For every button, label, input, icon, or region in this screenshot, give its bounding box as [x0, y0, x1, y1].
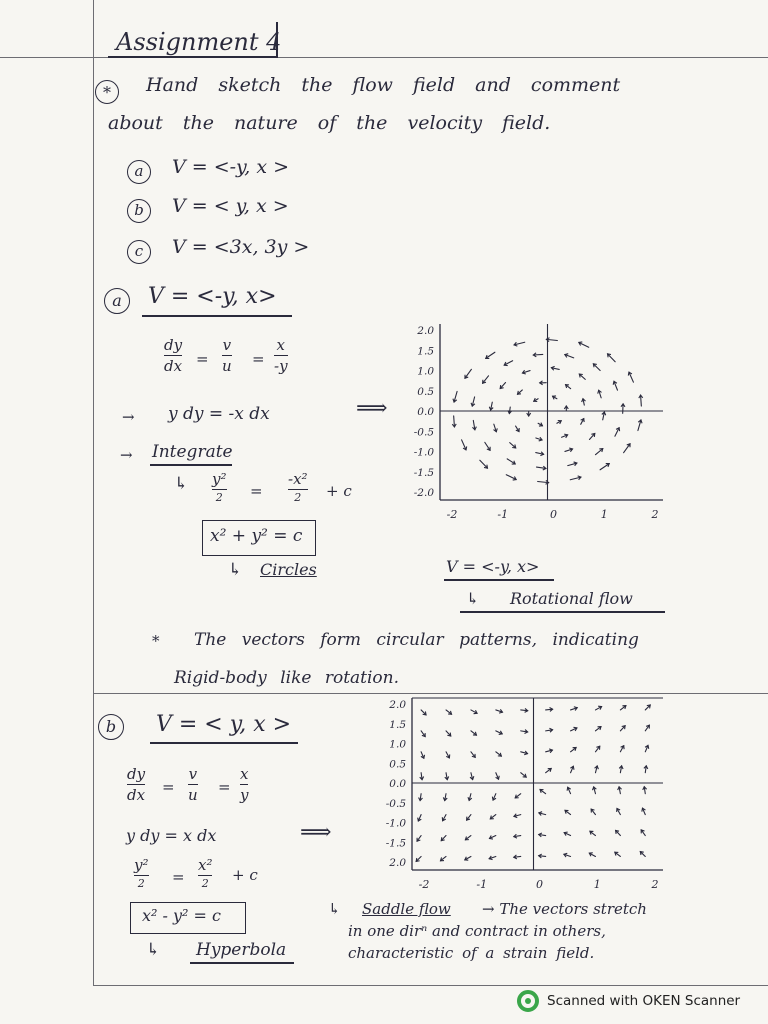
saddle-arrow — [521, 751, 528, 755]
a-comment-line-2: Rigid-body like rotation. — [174, 668, 400, 688]
rotational-arrow — [593, 364, 600, 371]
a-plot-note-arrow: ↳ — [466, 589, 480, 608]
a-eq-sign-2: = — [252, 350, 265, 368]
plot-b — [360, 692, 680, 894]
saddle-arrow — [616, 830, 621, 835]
a-comment-line-1: The vectors form circular patterns, indicating — [194, 630, 639, 650]
rotational-arrow — [621, 404, 625, 413]
section-b-marker: b — [98, 714, 124, 740]
saddle-arrow — [419, 794, 423, 801]
saddle-arrow — [443, 794, 447, 801]
saddle-arrow — [521, 730, 528, 734]
rotational-arrow — [534, 398, 538, 401]
page-bottom-rule — [93, 985, 768, 986]
b-note-arrow: ↳ — [328, 900, 341, 918]
rotational-arrow — [486, 352, 495, 358]
a-result-arrow: ↳ — [228, 560, 243, 580]
oken-scanner-logo-icon — [517, 990, 539, 1012]
rotational-arrow — [506, 475, 516, 480]
page-margin-line — [93, 0, 94, 985]
rotational-arrow — [522, 370, 530, 374]
saddle-arrow — [644, 766, 648, 773]
rotational-arrow — [540, 381, 546, 385]
saddle-arrow — [471, 752, 475, 758]
saddle-arrow — [521, 708, 528, 712]
arrow-shaft — [608, 354, 616, 362]
a-frac-x-neg-y: x -y — [274, 336, 288, 376]
b-note-line-2: in one dirⁿ and contract in others, — [348, 922, 606, 940]
rotational-arrow — [579, 374, 585, 379]
rotational-arrow — [615, 428, 620, 437]
saddle-arrow — [421, 710, 426, 715]
y-tick-label: 0.5 — [389, 758, 406, 771]
saddle-arrow — [641, 830, 645, 836]
a-result-note: Circles — [260, 560, 317, 579]
saddle-arrow — [590, 831, 596, 835]
saddle-arrow — [465, 856, 471, 860]
rotational-arrow — [600, 464, 609, 470]
a-eq-sign-1: = — [196, 350, 209, 368]
y-tick-label: -1.5 — [413, 466, 434, 479]
question-marker: * — [95, 80, 119, 104]
saddle-arrow — [420, 773, 424, 780]
rotational-arrow — [565, 448, 573, 452]
rotational-arrow — [568, 462, 577, 466]
saddle-arrow — [446, 752, 450, 758]
a-frac-dy-dx: dy dx — [164, 336, 183, 376]
saddle-arrow — [490, 815, 496, 819]
a-frac-neg-x2-2: -x² 2 — [288, 470, 308, 505]
b-frac-v-u: v u — [188, 765, 198, 805]
saddle-arrow — [642, 808, 646, 814]
saddle-arrow — [467, 815, 471, 821]
b-eq-sign-3: = — [172, 868, 185, 886]
rotational-arrow — [546, 338, 557, 342]
saddle-arrow — [417, 836, 421, 842]
a-eq-sign-3: = — [250, 482, 263, 500]
saddle-arrow — [640, 852, 645, 857]
saddle-arrow — [645, 705, 650, 710]
saddle-arrow — [445, 773, 449, 780]
saddle-arrow — [471, 710, 477, 714]
saddle-arrow — [442, 815, 446, 821]
b-eq-sign-2: = — [218, 778, 231, 796]
rotational-arrow — [628, 372, 633, 382]
rotational-arrow — [494, 424, 498, 432]
saddle-arrow — [595, 706, 601, 710]
b-result-arrow: ↳ — [146, 940, 161, 960]
x-tick-label: 1 — [593, 878, 601, 891]
a-step-arrow-2: → — [120, 446, 133, 464]
section-b-heading-underline — [150, 742, 298, 744]
rotational-arrow — [527, 411, 531, 416]
arrow-shaft — [480, 460, 488, 468]
rotational-arrow — [557, 421, 561, 424]
saddle-arrow — [546, 728, 553, 732]
b-implies-arrow: ⟹ — [300, 820, 332, 845]
saddle-arrow — [565, 810, 571, 814]
saddle-arrow — [515, 794, 521, 798]
rotational-arrow — [507, 459, 515, 464]
rotational-arrow — [537, 466, 546, 470]
saddle-arrow — [489, 856, 496, 860]
y-tick-label: 0.5 — [417, 385, 434, 398]
rotational-arrow — [538, 480, 549, 484]
rotational-arrow — [602, 412, 606, 420]
saddle-arrow — [589, 853, 595, 857]
y-tick-label: 1.5 — [389, 718, 406, 731]
x-tick-label: -1 — [497, 508, 509, 521]
rotational-arrow — [613, 381, 617, 390]
saddle-arrow — [595, 746, 599, 752]
saddle-arrow — [496, 709, 503, 713]
rotational-arrow — [564, 406, 568, 411]
saddle-arrow — [465, 836, 471, 840]
saddle-arrow — [440, 856, 446, 860]
saddle-arrow — [619, 766, 623, 773]
a-plot-caption-underline — [444, 579, 554, 581]
saddle-arrow — [546, 708, 553, 712]
saddle-arrow — [416, 856, 421, 861]
saddle-arrow — [468, 794, 472, 801]
x-tick-label: 1 — [600, 508, 608, 521]
rotational-arrow — [562, 434, 568, 438]
rotational-arrow — [508, 407, 512, 413]
saddle-arrow — [615, 852, 621, 856]
y-tick-label: 0.0 — [389, 778, 406, 790]
saddle-arrow — [643, 787, 647, 794]
part-a-equation: V = <-y, x > — [172, 156, 290, 178]
rotational-arrow — [462, 440, 467, 450]
x-tick-label: -2 — [446, 508, 458, 521]
rotational-arrow — [538, 423, 542, 426]
b-result: x² - y² = c — [142, 906, 222, 925]
saddle-arrow — [540, 789, 546, 793]
saddle-arrow — [446, 710, 452, 714]
part-b-equation: V = < y, x > — [172, 195, 289, 217]
rotational-arrow — [581, 419, 584, 425]
b-constant: + c — [232, 866, 258, 884]
scanner-watermark — [517, 990, 740, 1012]
saddle-arrow — [564, 832, 570, 836]
saddle-arrow — [570, 766, 574, 772]
rotational-arrow — [465, 369, 471, 378]
saddle-arrow — [514, 834, 521, 838]
saddle-arrow — [591, 809, 595, 815]
saddle-arrow — [571, 748, 577, 752]
a-implies-arrow: ⟹ — [356, 396, 388, 421]
rotational-arrow — [553, 396, 557, 399]
a-step-2-underline — [150, 464, 232, 466]
rotational-arrow — [452, 416, 456, 427]
section-b-heading: V = < y, x > — [156, 712, 292, 737]
saddle-arrow — [521, 773, 526, 777]
section-a-heading: V = <-y, x> — [148, 284, 277, 309]
b-note-title: Saddle flow — [362, 900, 451, 918]
rotational-arrow — [504, 361, 512, 366]
a-step-arrow-1: → — [122, 408, 135, 426]
saddle-arrow — [539, 812, 546, 816]
part-b-marker: b — [127, 199, 151, 223]
x-tick-label: -1 — [476, 878, 488, 891]
saddle-arrow — [593, 787, 597, 794]
y-tick-label: -2.0 — [413, 487, 434, 499]
rotational-arrow — [565, 354, 574, 358]
saddle-arrow — [489, 835, 495, 839]
a-plot-note: Rotational flow — [510, 589, 633, 608]
saddle-arrow — [620, 706, 626, 710]
a-result: x² + y² = c — [210, 526, 303, 546]
saddle-arrow — [645, 725, 649, 731]
saddle-arrow — [496, 752, 502, 756]
x-tick-label: 2 — [651, 508, 659, 521]
rotational-arrow — [608, 354, 616, 362]
saddle-arrow — [496, 731, 502, 735]
y-tick-label: 1.0 — [417, 365, 434, 378]
rotational-arrow — [536, 437, 542, 441]
section-a-marker: a — [104, 288, 130, 314]
saddle-arrow — [492, 794, 496, 800]
rotational-arrow — [595, 449, 602, 455]
part-c-equation: V = <3x, 3y > — [172, 236, 310, 258]
part-c-marker: c — [127, 240, 151, 264]
y-tick-label: 2.0 — [417, 325, 434, 337]
y-tick-label: 2.0 — [389, 699, 406, 711]
y-tick-label: 1.0 — [389, 738, 406, 751]
saddle-arrow — [421, 731, 425, 737]
b-note-line-1: → The vectors stretch — [482, 900, 647, 918]
saddle-arrow — [571, 727, 577, 731]
rotational-arrow — [639, 395, 643, 406]
saddle-arrow — [496, 773, 500, 779]
saddle-arrow — [514, 855, 521, 859]
rotational-arrow — [551, 366, 559, 370]
scanner-watermark-text: Scanned with OKEN Scanner — [547, 993, 741, 1009]
rotational-arrow — [510, 443, 516, 448]
rotational-arrow — [517, 390, 522, 394]
b-step-1: y dy = x dx — [126, 826, 217, 845]
saddle-arrow — [539, 854, 546, 858]
rotational-arrow — [582, 399, 586, 405]
saddle-arrow — [571, 707, 578, 711]
a-step3-arrow: ↳ — [174, 474, 189, 494]
a-frac-v-u: v u — [222, 336, 232, 376]
x-tick-label: -2 — [418, 878, 430, 891]
rotational-arrow — [638, 420, 642, 431]
saddle-arrow — [620, 746, 624, 752]
rotational-arrow — [598, 390, 602, 398]
b-frac-x2-2: x² 2 — [198, 856, 213, 891]
rotational-arrow — [500, 383, 505, 389]
y-tick-label: -0.5 — [413, 426, 434, 439]
y-tick-label: 2.0 — [389, 857, 406, 869]
question-line-2: about the nature of the velocity field. — [108, 112, 551, 134]
rotational-arrow — [533, 353, 542, 357]
a-step-1: y dy = -x dx — [168, 404, 270, 424]
saddle-arrow — [418, 815, 422, 821]
saddle-arrow — [421, 752, 425, 758]
saddle-arrow — [617, 808, 621, 814]
saddle-arrow — [441, 836, 446, 841]
x-tick-label: 0 — [536, 878, 543, 891]
rotational-arrow — [536, 452, 544, 456]
rotational-arrow — [566, 385, 571, 389]
rotational-arrow — [480, 460, 488, 468]
y-tick-label: -1.0 — [385, 817, 406, 830]
rotational-arrow — [570, 476, 581, 480]
rotational-arrow — [516, 426, 520, 432]
saddle-arrow — [471, 731, 477, 735]
x-tick-label: 0 — [550, 508, 557, 521]
saddle-arrow — [546, 768, 552, 772]
a-step-2: Integrate — [152, 442, 233, 462]
saddle-arrow — [564, 853, 571, 857]
section-a-heading-underline — [142, 315, 292, 317]
page-title: Assignment 4 — [116, 28, 282, 56]
b-result-note: Hyperbola — [196, 940, 287, 960]
rotational-arrow — [453, 391, 457, 402]
y-tick-label: -0.5 — [385, 797, 406, 810]
a-frac-y2-2: y² 2 — [212, 470, 227, 505]
saddle-arrow — [618, 787, 622, 794]
saddle-arrow — [514, 814, 521, 818]
x-tick-label: 2 — [651, 878, 659, 891]
a-constant: + c — [326, 482, 352, 500]
saddle-arrow — [567, 787, 571, 793]
rotational-arrow — [579, 342, 589, 347]
a-comment-marker: * — [152, 632, 160, 650]
question-line-1: Hand sketch the flow field and comment — [146, 74, 621, 96]
saddle-arrow — [645, 745, 649, 751]
rotational-arrow — [489, 402, 493, 410]
saddle-arrow — [546, 749, 553, 753]
saddle-arrow — [595, 766, 599, 773]
y-tick-label: -1.0 — [413, 446, 434, 459]
rotational-arrow — [514, 342, 525, 346]
rotational-arrow — [485, 442, 490, 450]
rotational-arrow — [483, 376, 489, 383]
b-eq-sign-1: = — [162, 778, 175, 796]
saddle-arrow — [620, 726, 625, 731]
b-frac-y2-2: y² 2 — [134, 856, 149, 891]
rotational-arrow — [472, 420, 476, 429]
plot-a — [400, 320, 670, 530]
b-frac-dy-dx: dy dx — [127, 765, 146, 805]
b-frac-x-y: x y — [240, 765, 249, 805]
saddle-arrow — [446, 731, 451, 736]
rotational-arrow — [589, 434, 594, 440]
y-tick-label: -1.5 — [385, 837, 406, 850]
a-plot-note-underline — [460, 611, 665, 613]
saddle-arrow — [470, 773, 474, 780]
y-tick-label: 0.0 — [417, 406, 434, 418]
part-a-marker: a — [127, 160, 151, 184]
b-note-line-3: characteristic of a strain field. — [348, 944, 595, 962]
saddle-arrow — [595, 727, 601, 731]
y-tick-label: 1.5 — [417, 345, 434, 358]
saddle-arrow — [539, 833, 546, 837]
rotational-arrow — [624, 444, 630, 453]
rotational-arrow — [471, 397, 475, 406]
b-result-note-underline — [190, 962, 294, 964]
a-plot-caption: V = <-y, x> — [446, 557, 540, 576]
